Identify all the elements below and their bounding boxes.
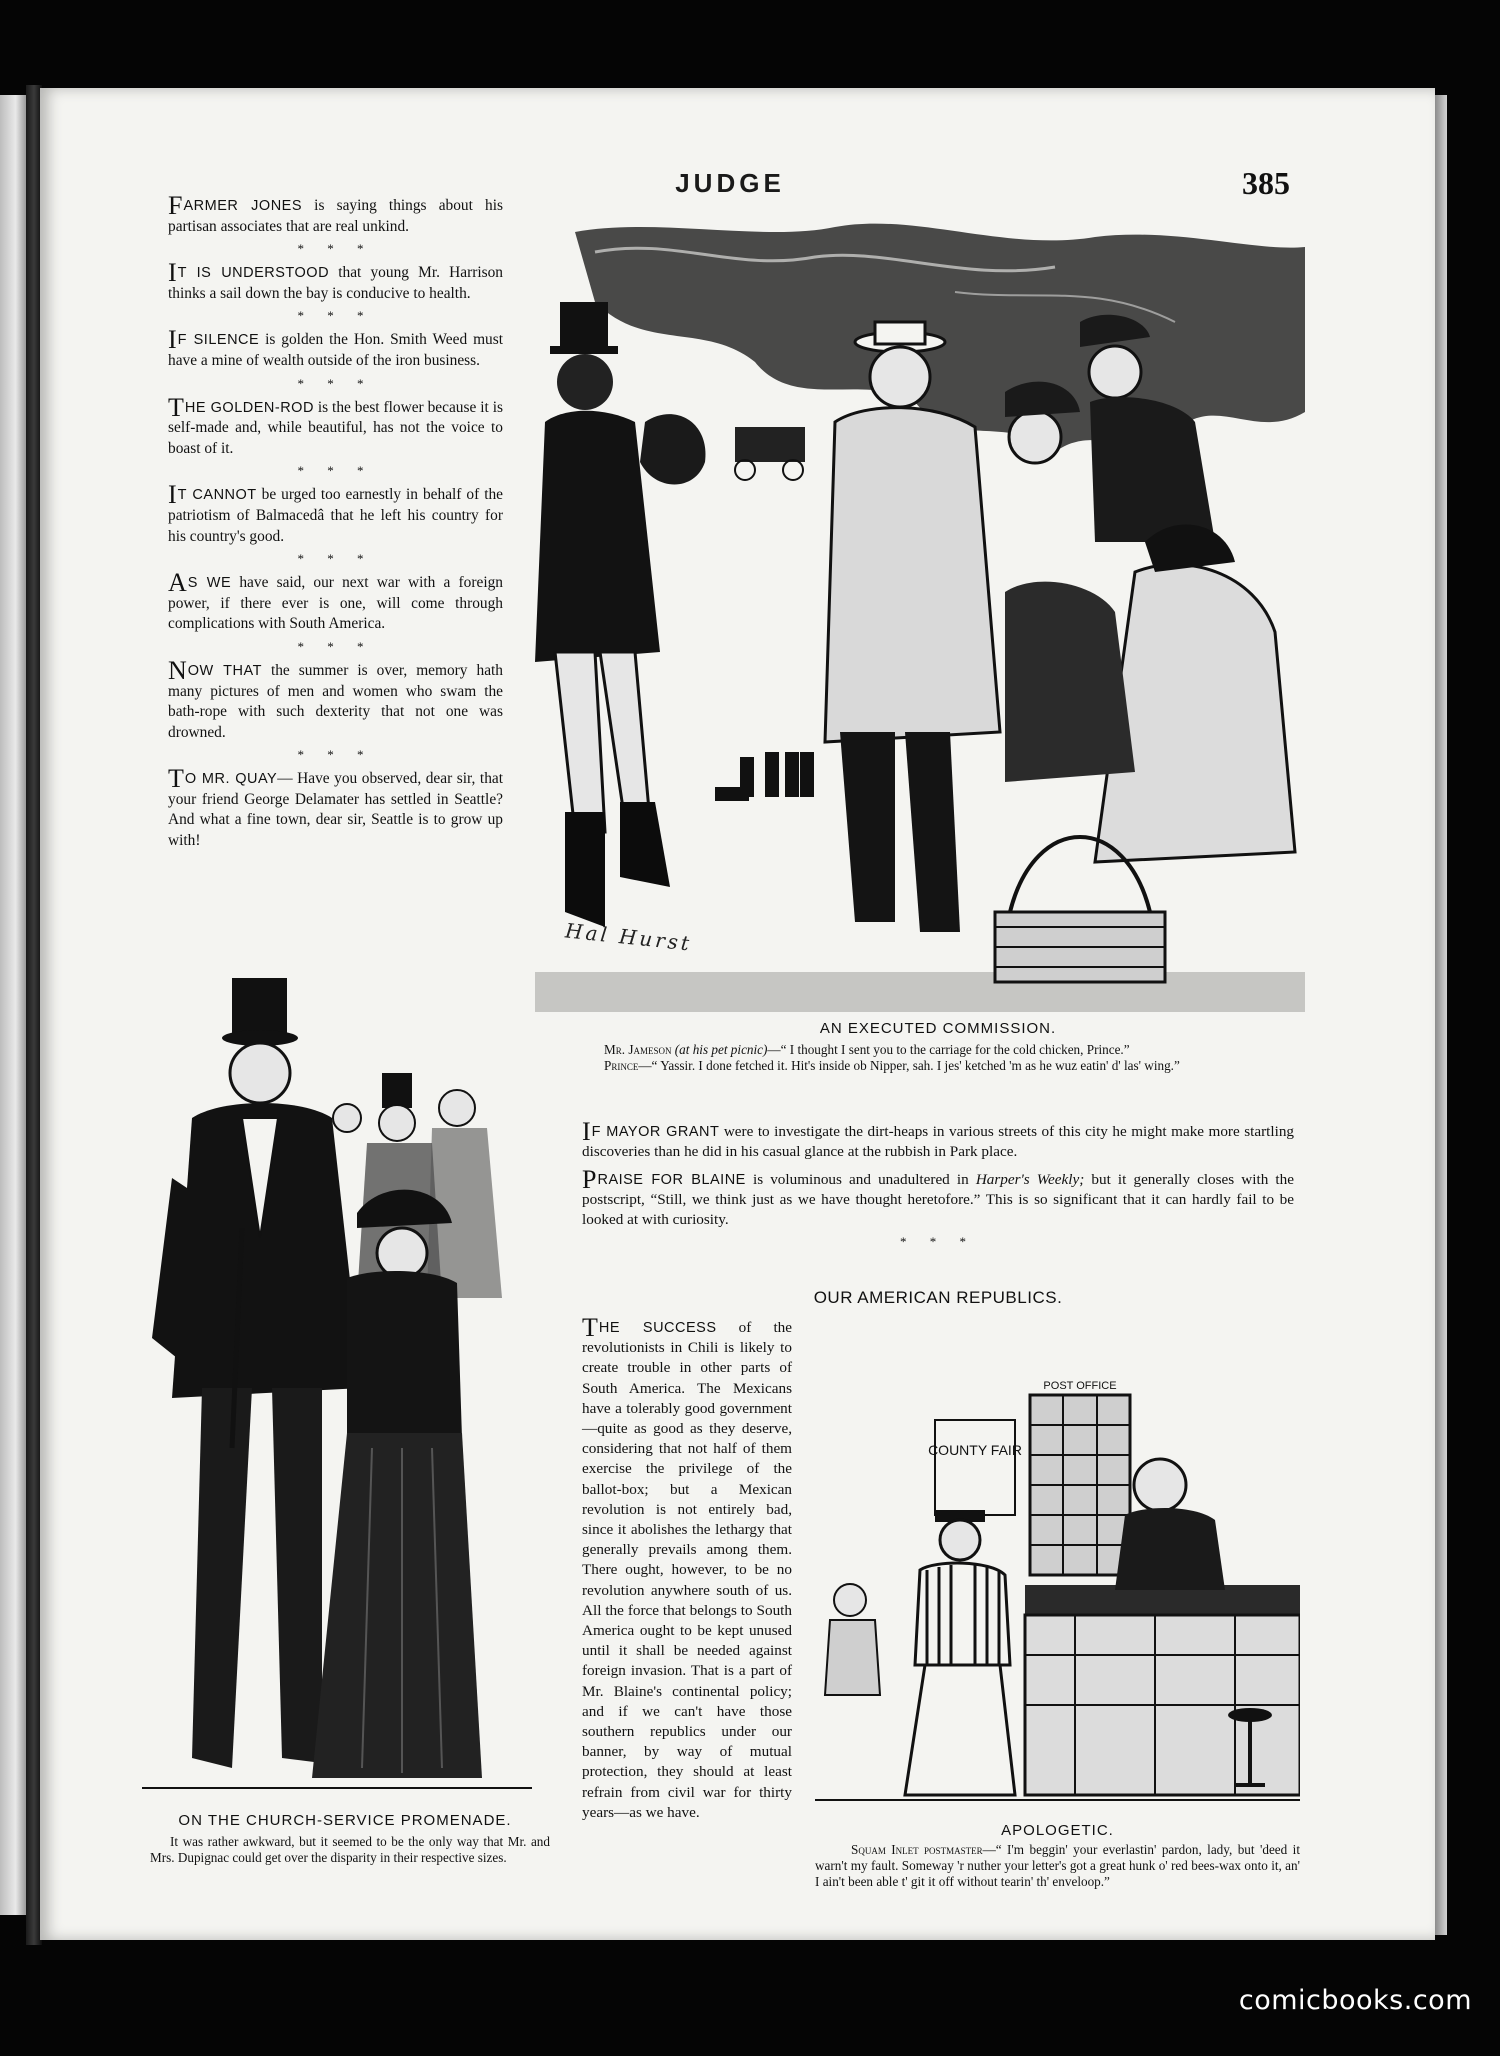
illustration-church-promenade bbox=[132, 978, 542, 1808]
paragraph-silence: IF SILENCE is golden the Hon. Smith Weed must have a mine of wealth outside of the iron business. bbox=[168, 325, 504, 369]
paragraph-mayor-grant: IF MAYOR GRANT were to investigate the dirt-heaps in various streets of this city he might make more startling discoveries than he did in his casual glance at the rubbish in Park place. bbox=[582, 1117, 1295, 1160]
caption-apologetic: APOLOGETIC. bbox=[1001, 1822, 1114, 1839]
watermark: comicbooks.com bbox=[1238, 1985, 1472, 2016]
paragraph-balmaceda: IT CANNOT be urged too earnestly in behalf of the patriotism of Balmacedâ that he left his country for his country's good. bbox=[168, 480, 503, 545]
center-editorial-text bbox=[582, 1117, 1295, 1256]
dialogue-apologetic: Squam Inlet postmaster—“ I'm beggin' your everlastin' pardon, lady, but 'deed it warn't my fault. Someway 'r nuther your letter's got a great hunk o' red bees-wax onto it, an' I ain't been able t' git it off without tearin' th' enveloop.” bbox=[815, 1842, 1301, 1889]
separator: * * * bbox=[297, 308, 374, 324]
separator: * * * bbox=[297, 747, 374, 763]
paragraph-farmer-jones: FARMER JONES is saying things about his partisan associates that are real unkind. bbox=[168, 191, 503, 235]
dialogue-executed-commission: Mr. Jameson (at his pet picnic)—“ I thought I sent you to the carriage for the cold chicken, Prince.” Prince—“ Yassir. I done fetched it. Hit's inside ob Nipper, sah. I jes' ketched 'm as he wuz eatin' d' las' wing.” bbox=[604, 1042, 1180, 1073]
illustration-signature: Hal Hurst bbox=[564, 918, 694, 956]
page-right-edge bbox=[1435, 95, 1447, 1935]
paragraph-summer: NOW THAT the summer is over, memory hath many pictures of men and women who swam the bath-rope with such dexterity that not one was drowned. bbox=[168, 655, 503, 741]
illustration-executed-commission bbox=[535, 212, 1305, 1012]
masthead: JUDGE bbox=[675, 168, 785, 198]
illustration-apologetic bbox=[815, 1375, 1300, 1805]
separator: * * * bbox=[297, 638, 374, 654]
previous-page-edge bbox=[0, 95, 26, 1915]
paragraph-quay: TO MR. QUAY— Have you observed, dear sir, that your friend George Delamater has settled in Seattle? And what a fine town, dear sir, Seattle is to grow up with! bbox=[168, 764, 504, 850]
article-republics-text: THE SUCCESS of the revolutionists in Chili is likely to create trouble in other parts of South America. The Mexicans have a tolerably good government—quite as good as they deserve, considering that not half of them exercise the privilege of the ballot-box; but a Mexican revolution is not entirely bad, since it abolishes the lethargy that generally prevails among them. There ought, however, to be no revolution anywhere south of us. All the force that belongs to South America ought to be kept unused until it shall be needed against foreign invasion. That is a part of Mr. Blaine's continental policy; and if we can't have those southern republics under our banner, by way of mutual protection, they should at least refrain from civil war for thirty years—as we have. bbox=[582, 1318, 1294, 1878]
separator: * * * bbox=[297, 241, 374, 257]
separator: * * * bbox=[297, 463, 374, 479]
text-church-promenade: It was rather awkward, but it seemed to be the only way that Mr. and Mrs. Dupignac could get over the disparity in their respective sizes. bbox=[150, 1834, 550, 1865]
paragraph-harrison: IT IS UNDERSTOOD that young Mr. Harrison thinks a sail down the bay is conducive to health. bbox=[168, 258, 503, 302]
caption-church-promenade: ON THE CHURCH-SERVICE PROMENADE. bbox=[178, 1812, 512, 1829]
post-office-engraving bbox=[815, 1375, 1300, 1805]
paragraph-next-war: AS WE have said, our next war with a foreign power, if there ever is one, will come through complications with South America. bbox=[168, 568, 503, 633]
left-column-jottings bbox=[168, 191, 504, 852]
separator: * * * bbox=[297, 375, 374, 391]
article-title-republics: OUR AMERICAN REPUBLICS. bbox=[813, 1288, 1063, 1307]
separator: * * * bbox=[900, 1234, 976, 1249]
sign-county-fair: COUNTY FAIR bbox=[928, 1442, 1022, 1458]
page-number: 385 bbox=[1242, 165, 1290, 201]
paragraph-golden-rod: THE GOLDEN-ROD is the best flower because it is self-made and, while beautiful, has not the voice to boast of it. bbox=[168, 392, 503, 457]
sign-post-office: POST OFFICE bbox=[1043, 1380, 1117, 1392]
picnic-engraving bbox=[535, 212, 1305, 1012]
caption-executed-commission: AN EXECUTED COMMISSION. bbox=[819, 1020, 1057, 1037]
separator: * * * bbox=[297, 551, 374, 567]
paragraph-blaine: PRAISE FOR BLAINE is voluminous and unadultered in Harper's Weekly; but it generally closes with the postscript, “Still, we think just as we have thought heretofore.” This is so significant that it can hardly fail to be looked at with curiosity. bbox=[582, 1165, 1294, 1228]
promenade-engraving bbox=[132, 978, 542, 1808]
